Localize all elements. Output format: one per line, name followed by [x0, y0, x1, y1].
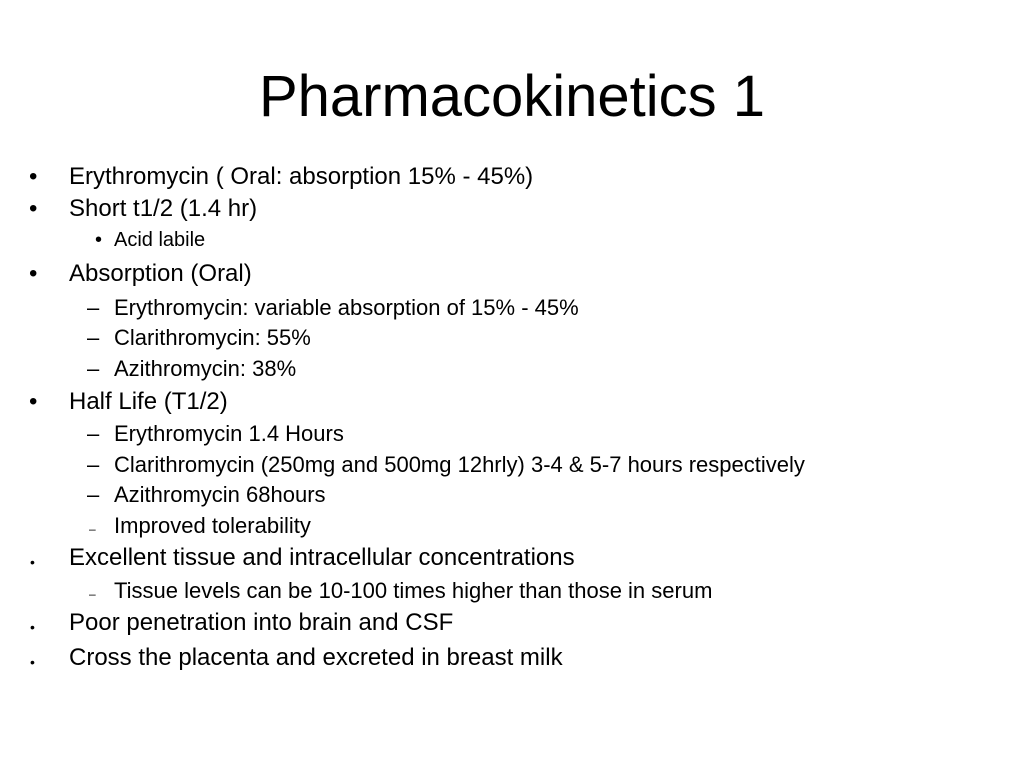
- dash-marker: –: [87, 295, 100, 320]
- list-item-text: Half Life (T1/2): [69, 388, 228, 415]
- dash-marker: –: [89, 587, 96, 601]
- list-item-text: Cross the placenta and excreted in breast milk: [69, 644, 563, 671]
- slide-title: Pharmacokinetics 1: [258, 64, 766, 129]
- list-item-text: Azithromycin: 38%: [114, 356, 297, 381]
- list-item-text: Clarithromycin: 55%: [114, 325, 311, 350]
- list-item-text: Absorption (Oral): [69, 260, 252, 287]
- bullet-marker: •: [29, 163, 38, 190]
- bullet-marker: •: [30, 619, 35, 635]
- list-item-text: Acid labile: [114, 229, 206, 251]
- list-item-text: Clarithromycin (250mg and 500mg 12hrly) 3-4 & 5-7 hours respectively: [114, 452, 805, 477]
- dash-marker: –: [89, 522, 96, 536]
- dash-marker: –: [87, 325, 100, 350]
- dash-marker: –: [87, 356, 100, 381]
- list-item-text: Excellent tissue and intracellular concentrations: [69, 544, 575, 571]
- list-item-text: Poor penetration into brain and CSF: [69, 609, 454, 636]
- bullet-marker: •: [29, 260, 38, 287]
- list-item-text: Azithromycin 68hours: [114, 482, 326, 507]
- bullet-marker: •: [30, 554, 35, 570]
- bullet-marker: •: [29, 388, 38, 415]
- list-item-text: Short t1/2 (1.4 hr): [69, 195, 258, 222]
- bullet-marker: •: [29, 195, 38, 222]
- dash-marker: –: [87, 452, 100, 477]
- list-item-text: Erythromycin: variable absorption of 15% - 45%: [114, 295, 579, 320]
- bullet-marker: •: [30, 654, 35, 670]
- list-item-text: Tissue levels can be 10-100 times higher than those in serum: [114, 578, 713, 603]
- bullet-marker: •: [95, 229, 103, 251]
- list-item-text: Erythromycin ( Oral: absorption 15% - 45%): [69, 163, 534, 190]
- list-item-text: Improved tolerability: [114, 513, 311, 538]
- list-item-text: Erythromycin 1.4 Hours: [114, 421, 344, 446]
- dash-marker: –: [87, 421, 100, 446]
- dash-marker: –: [87, 482, 100, 507]
